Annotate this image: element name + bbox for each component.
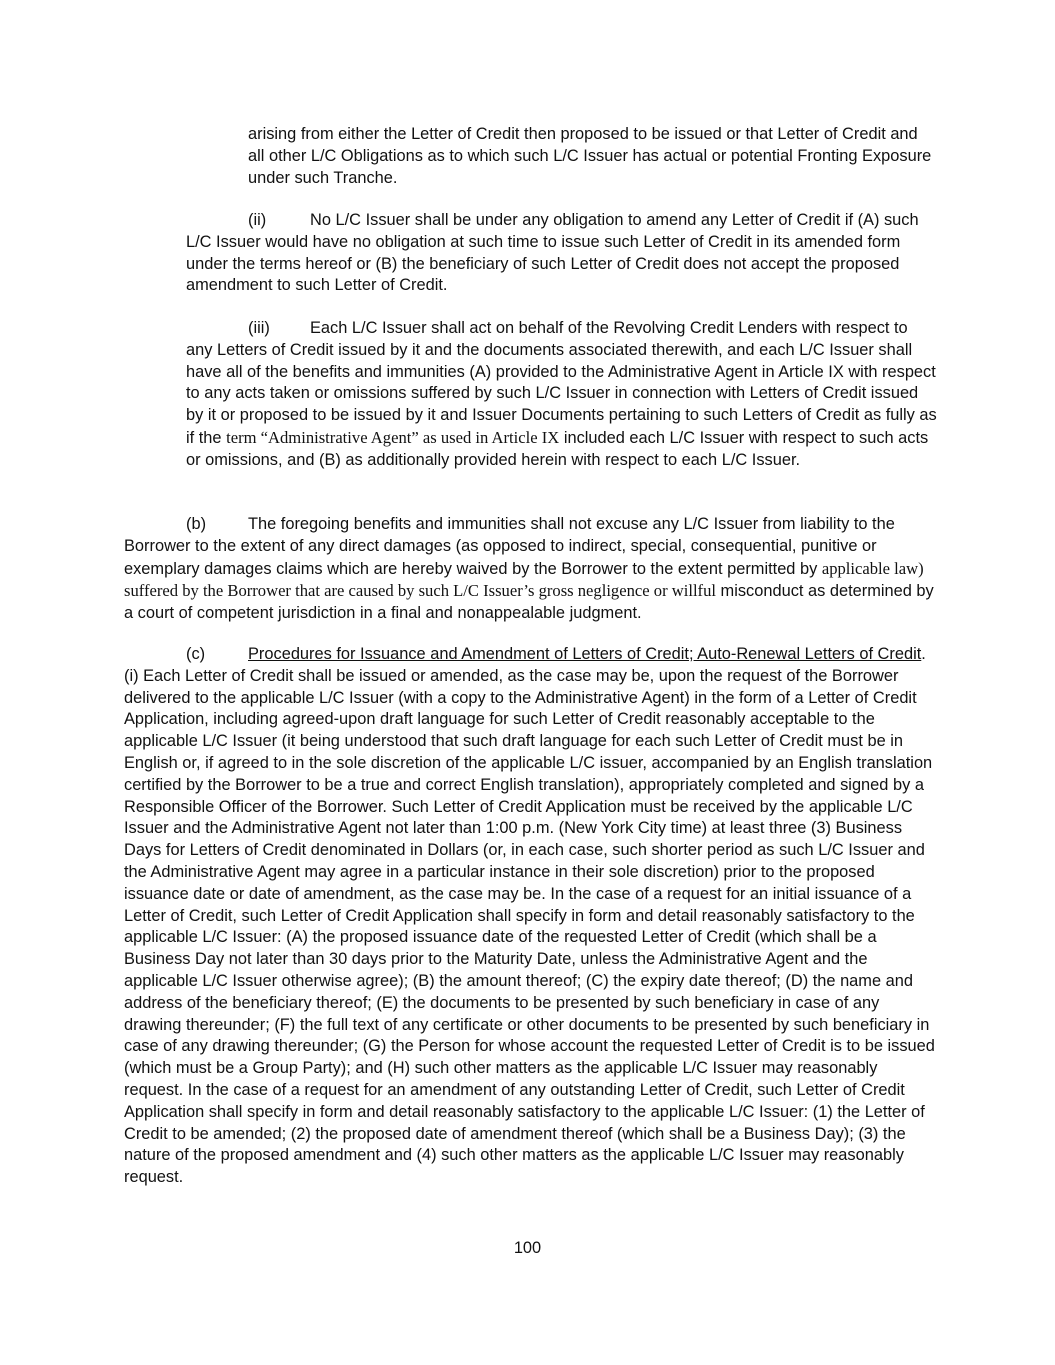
- paragraph-c-text: . (i) Each Letter of Credit shall be issued or amended, as the case may be, upon the request of the Borrower delivered to the applicable L/C Issuer (with a copy to the Administrative Agent) in the form of a Letter of Credit Application, including agreed-upon draft language for such Letter of Credit reasonably acceptable to the applicable L/C Issuer (it being understood that such draft language for each such Letter of Credit must be in English or, if agreed to in the sole discretion of the applicable L/C issuer, accompanied by an English translation certified by the Borrower to be a true and correct English translation), appropriately completed and signed by a Responsible Officer of the Borrower. Such Letter of Credit Application must be received by the applicable L/C Issuer and the Administrative Agent not later than 1:00 p.m. (New York City time) at least three (3) Business Days for Letters of Credit denominated in Dollars (or, in each case, such shorter period as such L/C Issuer and the Administrative Agent may agree in a particular instance in their sole discretion) prior to the proposed issuance date or date of amendment, as the case may be. In the case of a request for an initial issuance of a Letter of Credit, such Letter of Credit Application shall specify in form and detail reasonably satisfactory to the applicable L/C Issuer: (A) the proposed issuance date of the requested Letter of Credit (which shall be a Business Day not later than 30 days prior to the Maturity Date, unless the Administrative Agent and the applicable L/C Issuer otherwise agree); (B) the amount thereof; (C) the expiry date thereof; (D) the name and address of the beneficiary thereof; (E) the documents to be presented by such beneficiary in case of any drawing thereunder; (F) the full text of any certificate or other documents to be presented by such beneficiary in case of any drawing thereunder; (G) the Person for whose account the requested Letter of Credit is to be issued (which must be a Group Party); and (H) such other matters as the applicable L/C Issuer may reasonably request. In the case of a request for an amendment of any outstanding Letter of Credit, such Letter of Credit Application shall specify in form and detail reasonably satisfactory to the applicable L/C Issuer: (1) the Letter of Credit to be amended; (2) the proposed date of amendment thereof (which shall be a Business Day); (3) the nature of the proposed amendment and (4) such other matters as the applicable L/C Issuer may reasonably request.: [124, 645, 935, 1187]
- paragraph-iii: [186, 318, 938, 472]
- page-number: 100: [513, 1239, 542, 1257]
- paragraph-c: [124, 644, 938, 1189]
- paragraph-b-label: (b): [186, 515, 207, 533]
- paragraph-c-heading: Procedures for Issuance and Amendment of Letters of Credit; Auto-Renewal Letters of Credit: [248, 645, 922, 663]
- paragraph-iii-text-serif: term “Administrative Agent” as used in Article IX: [226, 427, 560, 447]
- continuation-paragraph: arising from either the Letter of Credit then proposed to be issued or that Letter of Credit and all other L/C Obligations as to which such L/C Issuer has actual or potential Fronting Exposure under such Tranche.: [248, 125, 932, 187]
- paragraph-iii-text-part2: included each L/C Issuer with respect to such acts or omissions, and (B) as additionally provided herein with respect to each L/C Issuer.: [186, 428, 929, 469]
- paragraph-ii-label: (ii): [248, 211, 267, 229]
- paragraph-iii-label: (iii): [248, 319, 270, 337]
- paragraph-b: [124, 514, 938, 625]
- paragraph-b-text-part2: misconduct as determined by a court of competent jurisdiction in a final and nonappealable judgment.: [124, 582, 934, 623]
- paragraph-b-text-serif: applicable law) suffered by the Borrower that are caused by such L/C Issuer’s gross negligence or willful: [124, 558, 924, 601]
- paragraph-ii: [186, 210, 938, 297]
- paragraph-b-text-part1: The foregoing benefits and immunities shall not excuse any L/C Issuer from liability to the Borrower to the extent of any direct damages (as opposed to indirect, special, consequential, punitive or exemplary damages claims which are hereby waived by the Borrower to the extent permitted by: [124, 515, 895, 578]
- paragraph-ii-text: No L/C Issuer shall be under any obligation to amend any Letter of Credit if (A) such L/C Issuer would have no obligation at such time to issue such Letter of Credit in its amended form under the terms hereof or (B) the beneficiary of such Letter of Credit does not accept the proposed amendment to such Letter of Credit.: [186, 211, 919, 295]
- paragraph-iii-text-part1: Each L/C Issuer shall act on behalf of the Revolving Credit Lenders with respect to any Letters of Credit issued by it and the documents associated therewith, and each L/C Issuer shall have all of the benefits and immunities (A) provided to the Administrative Agent in Article IX with respect to any acts taken or omissions suffered by such L/C Issuer in connection with Letters of Credit issued by it or proposed to be issued by it and Issuer Documents pertaining to such Letters of Credit as fully as if the: [186, 319, 937, 447]
- paragraph-c-label: (c): [186, 645, 206, 663]
